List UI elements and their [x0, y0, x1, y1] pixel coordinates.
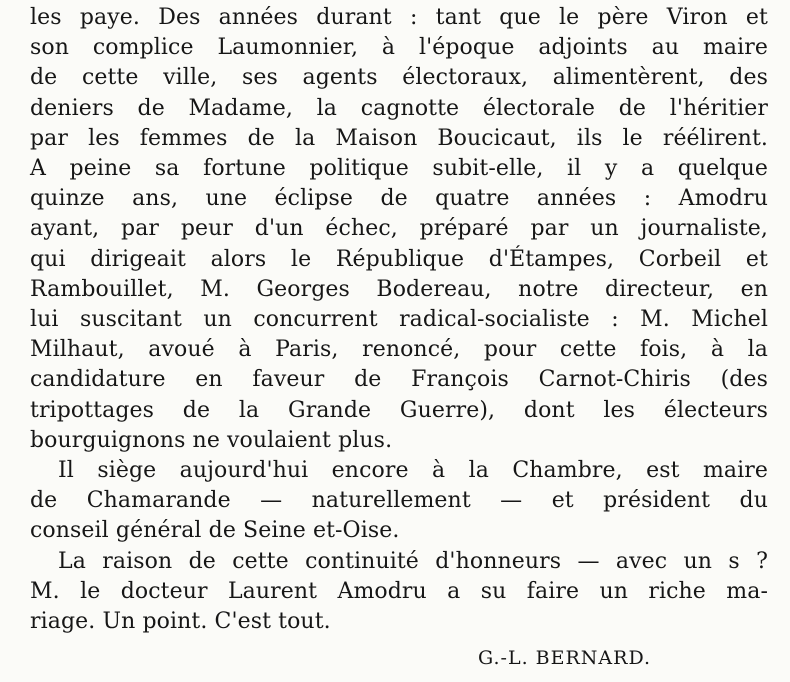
- text-line: Rambouillet, M. Georges Bodereau, notre directeur, en: [30, 276, 768, 302]
- text-line: bourguignons ne voulaient plus.: [30, 427, 393, 453]
- text-line: conseil général de Seine et-Oise.: [30, 518, 400, 544]
- text-line: candidature en faveur de François Carnot-Chiris (des: [30, 367, 768, 393]
- text-line: M. le docteur Laurent Amodru a su faire un riche ma-: [30, 578, 768, 604]
- text-line: Il siège aujourd'hui encore à la Chambre, est maire: [58, 458, 768, 483]
- text-line: lui suscitant un concurrent radical-socialiste : M. Michel: [30, 307, 768, 332]
- text-line: La raison de cette continuité d'honneurs — avec un s ?: [58, 548, 768, 574]
- text-line: deniers de Madame, la cagnotte électorale de l'héritier: [30, 95, 768, 121]
- text-line: par les femmes de la Maison Boucicaut, ils le réélirent.: [30, 125, 768, 151]
- text-line: tripottages de la Grande Guerre), dont les électeurs: [30, 397, 768, 423]
- signature: G.-L. BERNARD.: [478, 647, 652, 670]
- text-line: Milhaut, avoué à Paris, renoncé, pour cette fois, à la: [30, 337, 768, 363]
- text-line: de Chamarande — naturellement — et président du: [30, 488, 768, 514]
- text-line: A peine sa fortune politique subit-elle, il y a quelque: [30, 156, 768, 181]
- text-line: son complice Laumonnier, à l'époque adjoints au maire: [30, 35, 768, 61]
- text-line: quinze ans, une éclipse de quatre années : Amodru: [30, 186, 768, 212]
- text-line: qui dirigeait alors le République d'Étampes, Corbeil et: [30, 246, 768, 272]
- text-line: ayant, par peur d'un échec, préparé par un journaliste,: [30, 216, 768, 242]
- text-line: riage. Un point. C'est tout.: [30, 609, 331, 634]
- text-line: de cette ville, ses agents électoraux, alimentèrent, des: [30, 65, 768, 91]
- text-line: les paye. Des années durant : tant que le père Viron et: [30, 5, 768, 30]
